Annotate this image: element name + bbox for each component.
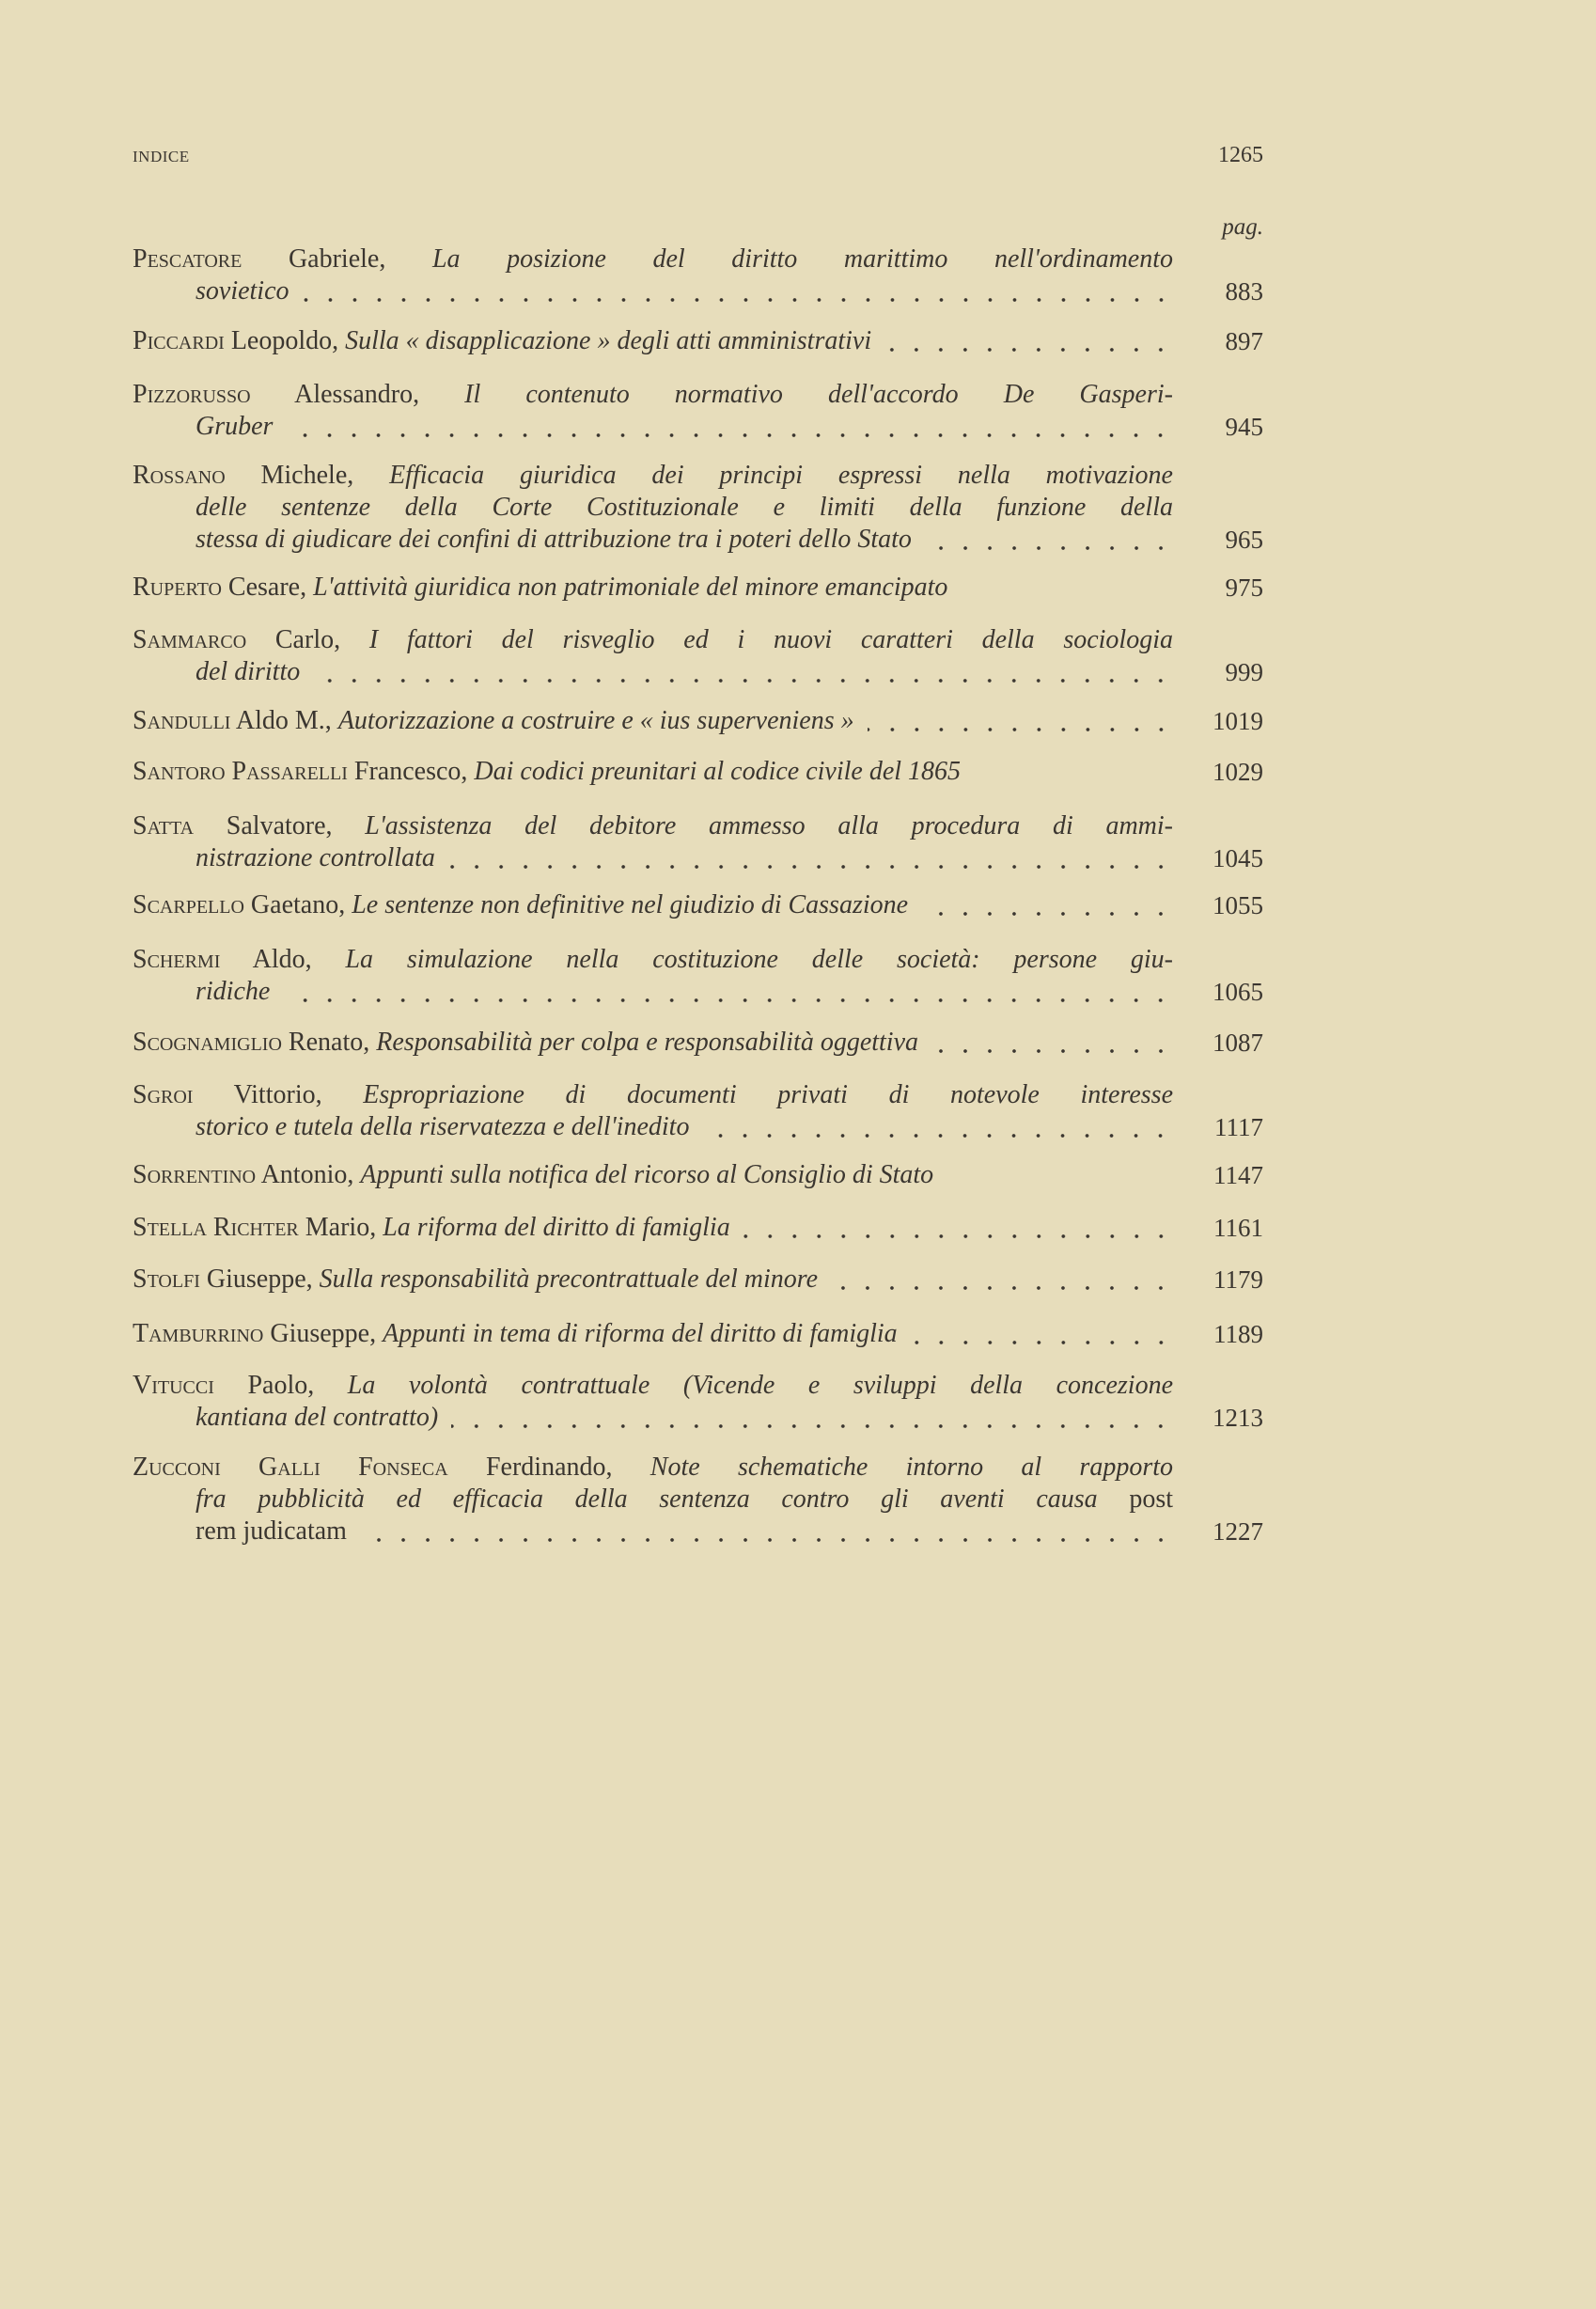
entry-page-number: 1147 <box>1213 1161 1263 1189</box>
dot-leader <box>286 411 1173 443</box>
toc-entry <box>133 1212 1263 1244</box>
entry-text <box>133 1318 898 1350</box>
article-title: Efficacia giuridica dei principi espressi nella motivazione <box>389 461 1173 490</box>
entry-text <box>133 1212 730 1244</box>
entry-text <box>196 1402 438 1434</box>
entry-text <box>133 811 1173 840</box>
author-surname: Pescatore <box>133 244 243 274</box>
entry-line <box>133 411 1173 443</box>
entry-line <box>133 379 1173 411</box>
entry-text <box>133 461 1173 490</box>
entry-line <box>133 275 1173 307</box>
entry-line <box>133 325 1173 357</box>
article-title: Gruber <box>196 412 274 441</box>
dot-leader <box>283 976 1173 1008</box>
entry-line <box>133 842 1173 874</box>
entry-page-number: 1087 <box>1213 1029 1263 1057</box>
entry-line <box>133 1111 1173 1143</box>
article-title: La simulazione nella costituzione delle società: persone giu- <box>345 945 1173 974</box>
entry-line <box>133 1027 1173 1059</box>
entry-line <box>133 1079 1173 1111</box>
article-title: Responsabilità per colpa e responsabilità oggettiva <box>376 1028 919 1057</box>
toc-entry <box>133 810 1263 874</box>
dot-leader <box>921 889 1173 921</box>
entry-text <box>196 524 912 556</box>
entry-line <box>133 243 1173 275</box>
entry-line <box>133 1318 1173 1350</box>
article-title: Note schematiche intorno al rapporto <box>649 1453 1174 1482</box>
article-title: I fattori del risveglio ed i nuovi caratteri della sociologia <box>368 625 1173 654</box>
entry-page-number: 1029 <box>1213 758 1263 786</box>
entry-text <box>196 842 435 874</box>
article-title: kantiana del contratto) <box>196 1403 439 1432</box>
author-surname: Ruperto <box>133 573 222 602</box>
entry-page-number: 1045 <box>1213 844 1263 872</box>
entry-text-roman: Renato, <box>281 1028 377 1057</box>
entry-line <box>133 1452 1173 1484</box>
dot-leader <box>743 1212 1173 1244</box>
dot-leader <box>831 1264 1173 1296</box>
entry-line <box>133 624 1173 656</box>
toc-entry <box>133 325 1263 357</box>
running-header-title: indice <box>133 143 190 167</box>
entry-text <box>196 1111 689 1143</box>
author-surname: Schermi <box>133 945 221 974</box>
toc-entry <box>133 460 1263 556</box>
article-title: Il contenuto normativo dell'accordo De Gasperi- <box>464 380 1173 409</box>
entry-text-roman: post <box>1129 1484 1173 1514</box>
entry-text <box>133 380 1173 409</box>
entry-text-roman: Gaetano, <box>243 890 352 919</box>
entry-text <box>196 1516 347 1547</box>
entry-text-roman: rem judicatam <box>196 1516 347 1546</box>
dot-leader <box>911 1318 1173 1350</box>
article-title: del diritto <box>196 657 301 686</box>
entry-line <box>133 460 1173 492</box>
entry-page-number: 1019 <box>1213 707 1263 735</box>
author-surname: Stella Richter <box>133 1213 299 1242</box>
author-surname: Zucconi Galli Fonseca <box>133 1453 448 1482</box>
article-title: Dai codici preunitari al codice civile del 1865 <box>474 757 962 786</box>
dot-leader <box>702 1111 1173 1143</box>
entry-line <box>133 572 1173 604</box>
entry-line <box>133 1516 1173 1547</box>
entry-line <box>133 524 1173 556</box>
entry-page-number: 1179 <box>1213 1265 1263 1294</box>
author-surname: Rossano <box>133 461 226 490</box>
entry-line <box>133 1484 1173 1516</box>
entry-text-roman: Michele, <box>225 461 390 490</box>
author-surname: Pizzorusso <box>133 380 251 409</box>
article-title: ridiche <box>196 977 271 1006</box>
toc-entry <box>133 1079 1263 1143</box>
entry-text <box>133 945 1173 974</box>
toc-entry <box>133 1452 1263 1547</box>
entry-text-roman: Alessandro, <box>250 380 465 409</box>
dot-leader <box>925 524 1173 556</box>
entry-text-roman: Gabriele, <box>242 244 432 274</box>
entry-page-number: 1227 <box>1213 1517 1263 1546</box>
entry-text-roman: Giuseppe, <box>263 1319 383 1348</box>
entry-page-number: 1189 <box>1213 1320 1263 1348</box>
page-column-label: pag. <box>1222 214 1263 240</box>
author-surname: Scarpello <box>133 890 244 919</box>
entry-text-roman: Salvatore, <box>194 811 366 840</box>
entry-page-number: 1213 <box>1213 1404 1263 1432</box>
entry-page-number: 1161 <box>1213 1214 1263 1242</box>
article-title: nistrazione controllata <box>196 843 435 872</box>
entry-line <box>133 1370 1173 1402</box>
entry-text <box>133 1264 818 1296</box>
author-surname: Santoro Passarelli <box>133 757 348 786</box>
article-title: L'attività giuridica non patrimoniale del minore emancipato <box>313 573 948 602</box>
entry-text <box>133 572 947 604</box>
toc-entry <box>133 944 1263 1008</box>
author-surname: Tamburrino <box>133 1319 264 1348</box>
entry-page-number: 897 <box>1225 327 1263 355</box>
entry-text-roman: Antonio, <box>256 1160 361 1189</box>
author-surname: Stolfi <box>133 1264 200 1294</box>
entry-text <box>133 1371 1173 1400</box>
entry-page-number: 1055 <box>1213 891 1263 919</box>
author-surname: Sgroi <box>133 1080 194 1109</box>
article-title: stessa di giudicare dei confini di attribuzione tra i poteri dello Stato <box>196 525 912 554</box>
article-title: La volontà contrattuale (Vicende e sviluppi della concezione <box>347 1371 1174 1400</box>
entry-text <box>133 756 961 788</box>
entry-text-roman: Giuseppe, <box>199 1264 320 1294</box>
entry-line <box>133 810 1173 842</box>
toc-entry <box>133 243 1263 307</box>
dot-leader <box>303 275 1173 307</box>
article-title: fra pubblicità ed efficacia della sentenza contro gli aventi causa <box>196 1484 1130 1514</box>
entry-page-number: 945 <box>1225 413 1263 441</box>
toc-entry <box>133 1264 1263 1296</box>
toc-entry <box>133 1159 1263 1191</box>
author-surname: Piccardi <box>133 326 225 355</box>
article-title: Sulla « disapplicazione » degli atti amministrativi <box>345 326 872 355</box>
entry-text-roman: Aldo M., <box>230 706 338 735</box>
article-title: Espropriazione di documenti privati di notevole interesse <box>363 1080 1173 1109</box>
dot-leader <box>931 1027 1173 1059</box>
author-surname: Scognamiglio <box>133 1028 282 1057</box>
entry-line <box>133 976 1173 1008</box>
entry-page-number: 975 <box>1225 573 1263 602</box>
toc-entry <box>133 572 1263 604</box>
dot-leader <box>313 656 1173 688</box>
entry-page-number: 883 <box>1225 277 1263 306</box>
entry-text-roman: Carlo, <box>246 625 369 654</box>
toc-entry <box>133 1027 1263 1059</box>
entry-text <box>196 411 273 443</box>
entry-text <box>133 325 871 357</box>
article-title: Appunti in tema di riforma del diritto di famiglia <box>383 1319 898 1348</box>
author-surname: Sammarco <box>133 625 247 654</box>
toc-entry <box>133 624 1263 688</box>
entry-text <box>133 1080 1173 1109</box>
toc-entry <box>133 1370 1263 1434</box>
entry-line <box>133 1264 1173 1296</box>
running-header-page-number: 1265 <box>1218 143 1263 167</box>
entry-text <box>133 1159 933 1191</box>
entry-text-roman: Leopoldo, <box>224 326 346 355</box>
entry-text <box>196 1484 1173 1514</box>
entry-text-roman: Ferdinando, <box>447 1453 650 1482</box>
entry-text <box>133 244 1173 274</box>
entry-line <box>133 756 1173 788</box>
author-surname: Sandulli <box>133 706 231 735</box>
entry-text <box>196 656 300 688</box>
entry-line <box>133 1402 1173 1434</box>
toc-entry <box>133 889 1263 921</box>
dot-leader <box>451 1402 1173 1434</box>
entry-text-roman: Francesco, <box>347 757 475 786</box>
entry-text <box>133 889 908 921</box>
entry-text <box>133 705 854 737</box>
article-title: La riforma del diritto di famiglia <box>383 1213 730 1242</box>
article-title: sovietico <box>196 276 289 306</box>
entry-text <box>133 625 1173 654</box>
toc-entry <box>133 705 1263 737</box>
entry-text-roman: Paolo, <box>213 1371 348 1400</box>
entry-text <box>196 493 1173 522</box>
toc-entry <box>133 756 1263 788</box>
entry-line <box>133 705 1173 737</box>
toc-entry <box>133 379 1263 443</box>
entry-text <box>196 976 270 1008</box>
article-title: Autorizzazione a costruire e « ius superveniens » <box>337 706 854 735</box>
entry-text-roman: Mario, <box>298 1213 383 1242</box>
entry-line <box>133 656 1173 688</box>
toc-entry <box>133 1318 1263 1350</box>
article-title: Sulla responsabilità precontrattuale del minore <box>319 1264 819 1294</box>
entry-line <box>133 1159 1173 1191</box>
article-title: delle sentenze della Corte Costituzionale e limiti della funzione della <box>196 493 1173 522</box>
entry-line <box>133 1212 1173 1244</box>
article-title: Appunti sulla notifica del ricorso al Consiglio di Stato <box>360 1160 934 1189</box>
author-surname: Vitucci <box>133 1371 214 1400</box>
dot-leader <box>884 325 1173 357</box>
entry-page-number: 1117 <box>1214 1113 1263 1141</box>
article-title: Le sentenze non definitive nel giudizio di Cassazione <box>352 890 909 919</box>
entry-text <box>133 1027 918 1059</box>
entry-page-number: 965 <box>1225 526 1263 554</box>
entry-page-number: 1065 <box>1213 978 1263 1006</box>
entry-text-roman: Vittorio, <box>193 1080 364 1109</box>
dot-leader <box>448 842 1173 874</box>
entry-text <box>196 275 289 307</box>
dot-leader <box>868 705 1173 737</box>
entry-page-number: 999 <box>1225 658 1263 686</box>
article-title: L'assistenza del debitore ammesso alla procedura di ammi- <box>365 811 1173 840</box>
entry-line <box>133 889 1173 921</box>
entry-line <box>133 492 1173 524</box>
author-surname: Satta <box>133 811 195 840</box>
dot-leader <box>360 1516 1173 1547</box>
entry-line <box>133 944 1173 976</box>
article-title: storico e tutela della riservatezza e dell'inedito <box>196 1112 690 1141</box>
article-title: La posizione del diritto marittimo nell'ordinamento <box>431 244 1173 274</box>
entry-text <box>133 1453 1173 1482</box>
entry-text-roman: Cesare, <box>221 573 314 602</box>
author-surname: Sorrentino <box>133 1160 257 1189</box>
entry-text-roman: Aldo, <box>220 945 346 974</box>
